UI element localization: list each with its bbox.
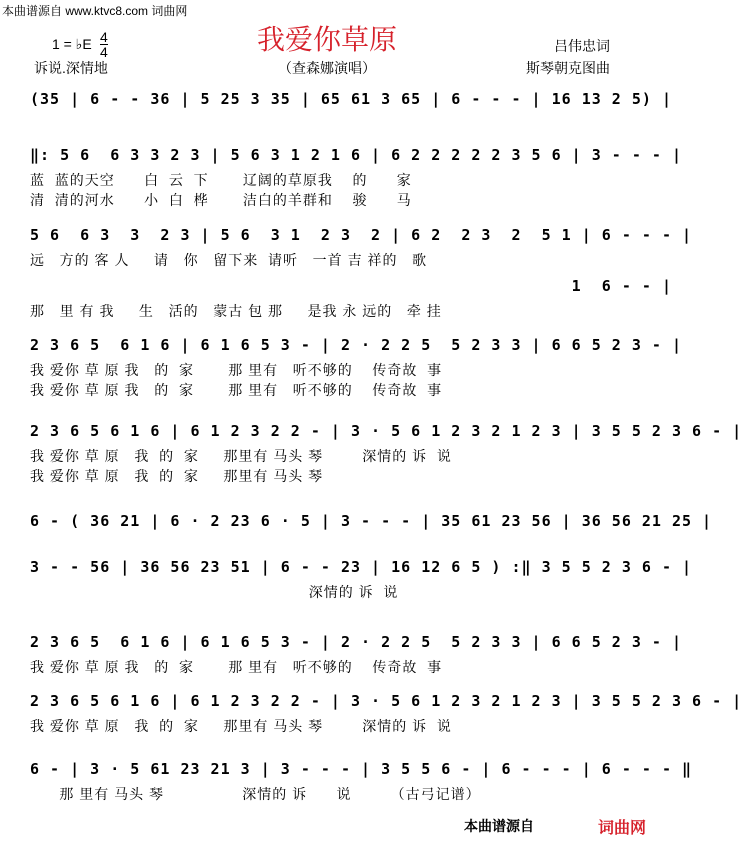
lyric-line: 我 爱你 草 原 我 的 家 那 里有 听不够的 传奇故 事 bbox=[30, 382, 443, 398]
notation-line: ‖: 5 6 6 3 3 2 3 | 5 6 3 1 2 1 6 | 6 2 2 2 2 2 3 5 6 | 3 - - - | bbox=[30, 146, 682, 164]
notation-line: 1 6 - - | bbox=[30, 277, 672, 295]
meter-top: 4 bbox=[100, 29, 108, 45]
lyricist-credit: 吕伟忠词 bbox=[554, 38, 610, 54]
lyric-line: 那 里有 马头 琴 深情的 诉 说 （古弓记谱） bbox=[30, 786, 481, 802]
lyric-line: 那 里 有 我 生 活的 蒙古 包 那 是我 永 远的 牵 挂 bbox=[30, 303, 442, 319]
lyric-line: 我 爱你 草 原 我 的 家 那 里有 听不够的 传奇故 事 bbox=[30, 659, 443, 675]
lyric-line: 我 爱你 草 原 我 的 家 那里有 马头 琴 深情的 诉 说 bbox=[30, 448, 452, 464]
notation-line: 3 - - 56 | 36 56 23 51 | 6 - - 23 | 16 12 6 5 ) :‖ 3 5 5 2 3 6 - | bbox=[30, 558, 693, 576]
time-signature bbox=[100, 30, 108, 59]
meter-bottom: 4 bbox=[100, 44, 108, 60]
lyric-line: 深情的 诉 说 bbox=[30, 584, 399, 600]
performer-note: （查森娜演唱） bbox=[278, 60, 376, 76]
footer-brand: 本曲谱源自 bbox=[464, 818, 534, 834]
lyric-line: 我 爱你 草 原 我 的 家 那里有 马头 琴 深情的 诉 说 bbox=[30, 718, 452, 734]
footer-logo: 词曲网 bbox=[597, 820, 646, 837]
song-title: 我爱你草原 bbox=[256, 23, 397, 56]
lyric-line: 蓝 蓝的天空 白 云 下 辽阔的草原我 的 家 bbox=[30, 172, 412, 188]
key-signature: 1 = ♭E bbox=[52, 36, 92, 52]
notation-line: 2 3 6 5 6 1 6 | 6 1 2 3 2 2 - | 3 · 5 6 1 2 3 2 1 2 3 | 3 5 5 2 3 6 - | bbox=[30, 692, 742, 710]
notation-line: 2 3 6 5 6 1 6 | 6 1 6 5 3 - | 2 · 2 2 5 5 2 3 3 | 6 6 5 2 3 - | bbox=[30, 633, 682, 651]
notation-line: 6 - | 3 · 5 61 23 21 3 | 3 - - - | 3 5 5 6 - | 6 - - - | 6 - - - ‖ bbox=[30, 760, 693, 778]
lyric-line: 我 爱你 草 原 我 的 家 那里有 马头 琴 bbox=[30, 468, 324, 484]
lyric-line: 清 清的河水 小 白 桦 洁白的羊群和 骏 马 bbox=[30, 192, 412, 208]
notation-line: (35 | 6 - - 36 | 5 25 3 35 | 65 61 3 65 | 6 - - - | 16 13 2 5) | bbox=[30, 90, 672, 108]
site-notice: 本曲谱源自 www.ktvc8.com 词曲网 bbox=[2, 4, 188, 18]
composer-credit: 斯琴朝克图曲 bbox=[526, 60, 610, 76]
notation-line: 2 3 6 5 6 1 6 | 6 1 6 5 3 - | 2 · 2 2 5 5 2 3 3 | 6 6 5 2 3 - | bbox=[30, 336, 682, 354]
tempo-mood: 诉说.深情地 bbox=[34, 60, 108, 76]
notation-line: 6 - ( 36 21 | 6 · 2 23 6 · 5 | 3 - - - | 35 61 23 56 | 36 56 21 25 | bbox=[30, 512, 713, 530]
lyric-line: 远 方的 客 人 请 你 留下来 请听 一首 吉 祥的 歌 bbox=[30, 252, 428, 268]
notation-line: 2 3 6 5 6 1 6 | 6 1 2 3 2 2 - | 3 · 5 6 1 2 3 2 1 2 3 | 3 5 5 2 3 6 - | bbox=[30, 422, 742, 440]
lyric-line: 我 爱你 草 原 我 的 家 那 里有 听不够的 传奇故 事 bbox=[30, 362, 443, 378]
notation-line: 5 6 6 3 3 2 3 | 5 6 3 1 2 3 2 | 6 2 2 3 2 5 1 | 6 - - - | bbox=[30, 226, 693, 244]
